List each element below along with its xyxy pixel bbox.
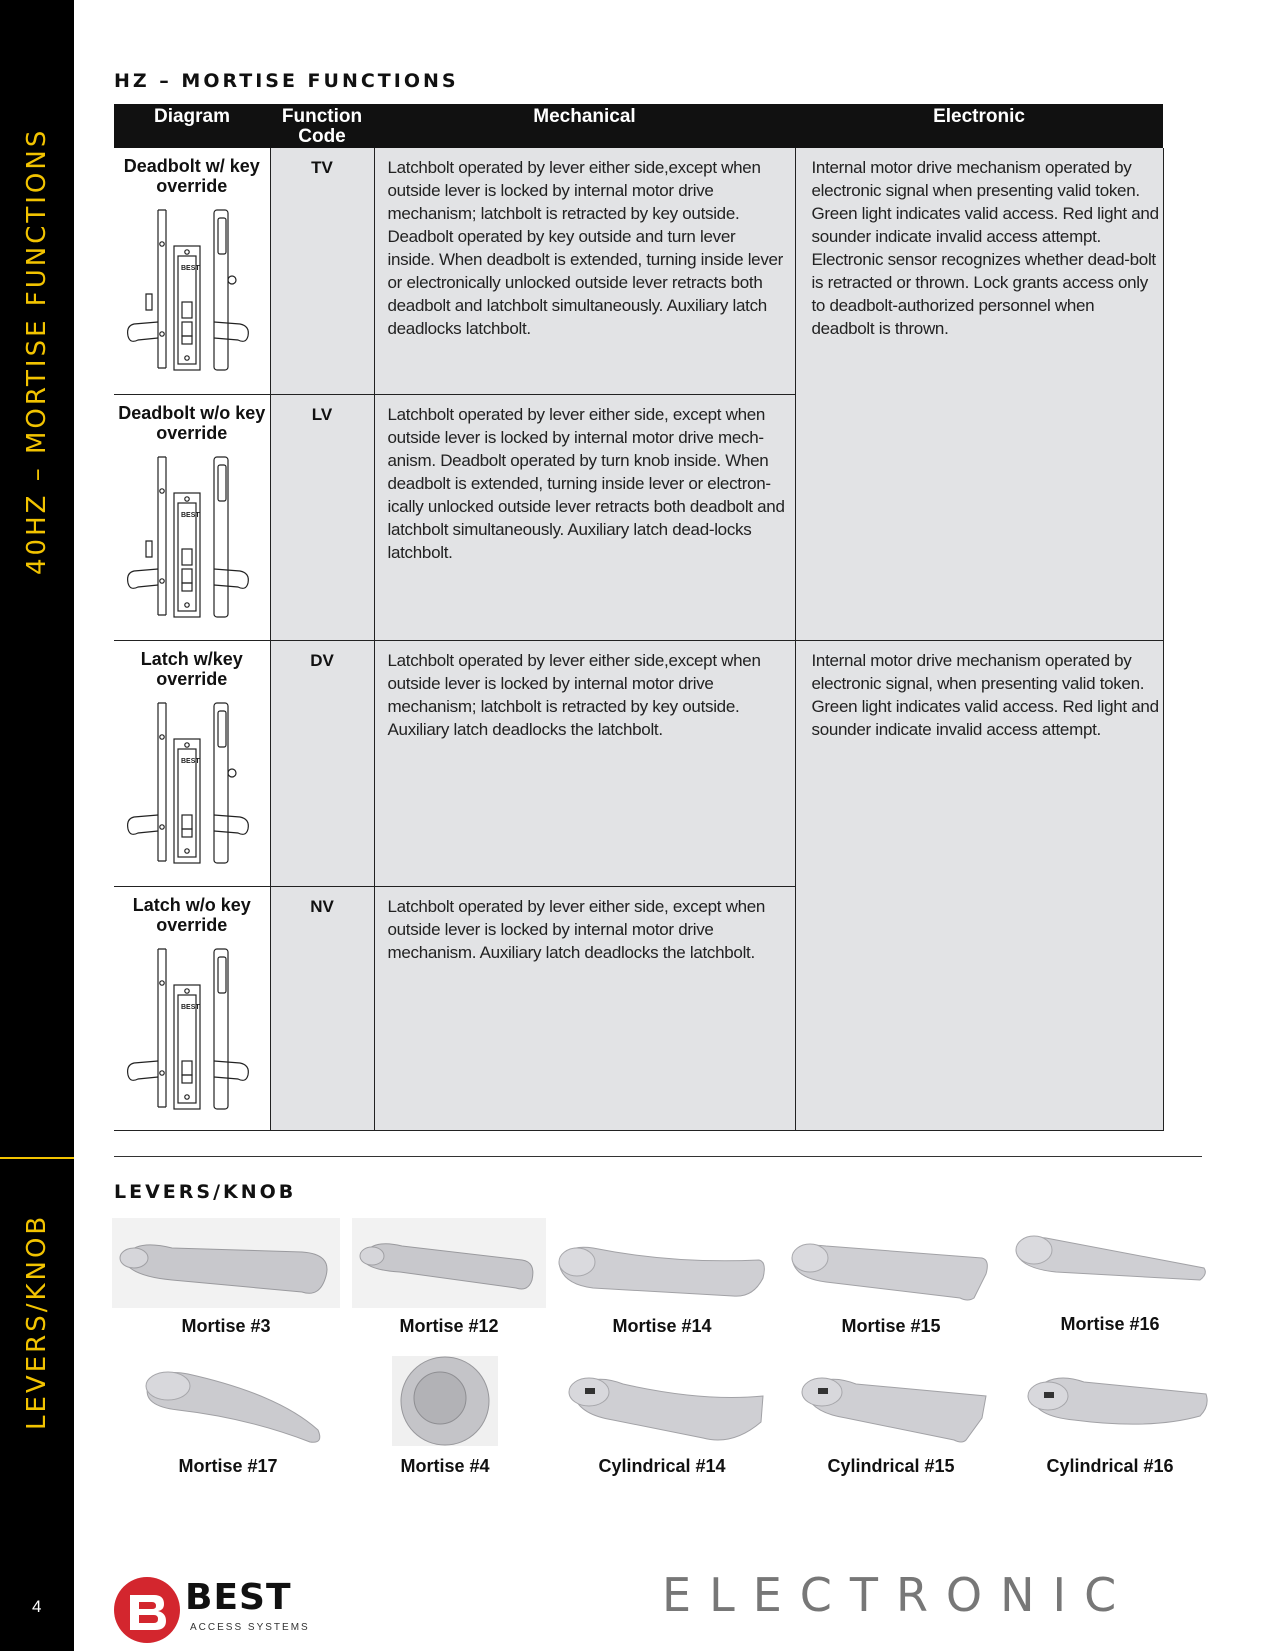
lever-label: Mortise #16: [1060, 1314, 1160, 1334]
brand-name: BEST: [185, 1577, 292, 1618]
table-row: [114, 148, 1163, 394]
function-code: TV: [270, 148, 374, 394]
footer-title: ELECTRONIC: [662, 1568, 1135, 1622]
knob-icon: [380, 1354, 510, 1448]
function-code: NV: [270, 886, 374, 1130]
diagram-name: Deadbolt w/o key override: [118, 402, 266, 443]
lever-handle-icon: [553, 1354, 771, 1448]
sidebar: [0, 0, 74, 1651]
header-function-code: Function Code: [270, 104, 374, 148]
lever-cylindrical-16: [1010, 1354, 1210, 1477]
svg-text:BEST: BEST: [180, 757, 200, 765]
lever-label: Cylindrical #15: [827, 1456, 955, 1476]
mechanical-description: Latchbolt operated by lever either side, except when outside lever is locked by internal motor drive mech-anism. Deadbolt operated by turn knob inside. When deadbolt is extended, turning inside lever or electron-ically unlocked outside lever retracts both deadbolt and latchbolt simultaneously. Auxiliary latch dead-locks latchbolt.: [374, 394, 795, 640]
functions-table: [114, 104, 1164, 1131]
lever-handle-icon: [786, 1354, 996, 1448]
lock-diagram-icon: [122, 204, 262, 374]
svg-text:BEST: BEST: [180, 1003, 200, 1011]
lever-label: Cylindrical #14: [598, 1456, 726, 1476]
lock-diagram-icon: [122, 451, 262, 621]
lever-label: Mortise #12: [399, 1316, 499, 1336]
header-mechanical: Mechanical: [374, 104, 795, 148]
lever-handle-icon: [1010, 1354, 1210, 1448]
sidebar-divider: [0, 1157, 74, 1159]
lever-mortise-16: [1010, 1216, 1210, 1335]
mechanical-description: Latchbolt operated by lever either side, except when outside lever is locked by internal motor drive mechanism. Auxiliary latch deadlocks the latchbolt.: [374, 886, 795, 1130]
lock-diagram-icon: [122, 943, 262, 1113]
lever-label: Mortise #17: [178, 1456, 278, 1476]
best-logo-icon: [112, 1575, 182, 1645]
lever-cylindrical-14: [553, 1354, 771, 1477]
lever-mortise-15: [786, 1218, 996, 1337]
sidebar-levers-label: LEVERS/KNOB: [22, 1213, 52, 1430]
brand-subtitle: ACCESS SYSTEMS: [190, 1622, 310, 1633]
header-diagram: Diagram: [114, 104, 270, 148]
lever-handle-icon: [128, 1358, 328, 1448]
lever-mortise-3: [112, 1218, 340, 1337]
lever-label: Mortise #14: [612, 1316, 712, 1336]
electronic-description: Internal motor drive mechanism operated by electronic signal, when presenting valid token. Green light indicates valid access. Red light and sounder indicate invalid access attempt.: [795, 640, 1163, 1130]
lever-label: Cylindrical #16: [1046, 1456, 1174, 1476]
lever-cylindrical-15: [786, 1354, 996, 1477]
diagram-name: Latch w/key override: [140, 648, 243, 689]
lever-label: Mortise #3: [181, 1316, 271, 1336]
diagram-name: Deadbolt w/ key override: [123, 156, 260, 196]
lever-label: Mortise #15: [841, 1316, 941, 1336]
sidebar-section-label: 40HZ – MORTISE FUNCTIONS: [22, 127, 52, 575]
mortise-title: HZ – MORTISE FUNCTIONS: [114, 70, 459, 92]
lever-handle-icon: [553, 1218, 771, 1308]
page-number: 4: [32, 1597, 42, 1616]
lever-mortise-14: [553, 1218, 771, 1337]
diagram-name: Latch w/o key override: [132, 894, 251, 935]
table-row: [114, 640, 1163, 886]
lever-handle-icon: [352, 1218, 546, 1308]
diagram-cell: [114, 148, 270, 394]
mechanical-description: Latchbolt operated by lever either side,except when outside lever is locked by internal motor drive mechanism; latchbolt is retracted by key outside. Auxiliary latch deadlocks the latchbolt.: [374, 640, 795, 886]
levers-title: LEVERS/KNOB: [114, 1181, 297, 1203]
lock-diagram-icon: [122, 697, 262, 867]
diagram-cell: [114, 640, 270, 886]
lever-handle-icon: [112, 1218, 340, 1308]
svg-text:BEST: BEST: [180, 265, 200, 272]
diagram-cell: [114, 886, 270, 1130]
lever-label: Mortise #4: [400, 1456, 490, 1476]
table-header-row: [114, 104, 1163, 148]
electronic-description: Internal motor drive mechanism operated by electronic signal when presenting valid token. Green light indicates valid access. Red light and sounder indicate invalid access attempt. Electronic sensor recognizes whether dead-bolt is retracted or thrown. Lock grants access only to deadbolt-authorized personnel when deadbolt is thrown.: [795, 148, 1163, 640]
lever-handle-icon: [1010, 1216, 1210, 1306]
lever-handle-icon: [786, 1218, 996, 1308]
header-electronic: Electronic: [795, 104, 1163, 148]
lever-mortise-17: [128, 1358, 328, 1477]
lever-mortise-12: [352, 1218, 546, 1337]
function-code: LV: [270, 394, 374, 640]
svg-text:BEST: BEST: [180, 511, 200, 519]
function-code: DV: [270, 640, 374, 886]
diagram-cell: [114, 394, 270, 640]
section-divider: [114, 1156, 1202, 1157]
knob-mortise-4: [380, 1354, 510, 1477]
mechanical-description: Latchbolt operated by lever either side,except when outside lever is locked by internal motor drive mechanism; latchbolt is retracted by key outside. Deadbolt operated by key outside and turn lever inside. When deadbolt is extended, turning inside lever or electronically unlocked outside lever retracts both deadbolt and latchbolt simultaneously. Auxiliary latch deadlocks latchbolt.: [374, 148, 795, 394]
